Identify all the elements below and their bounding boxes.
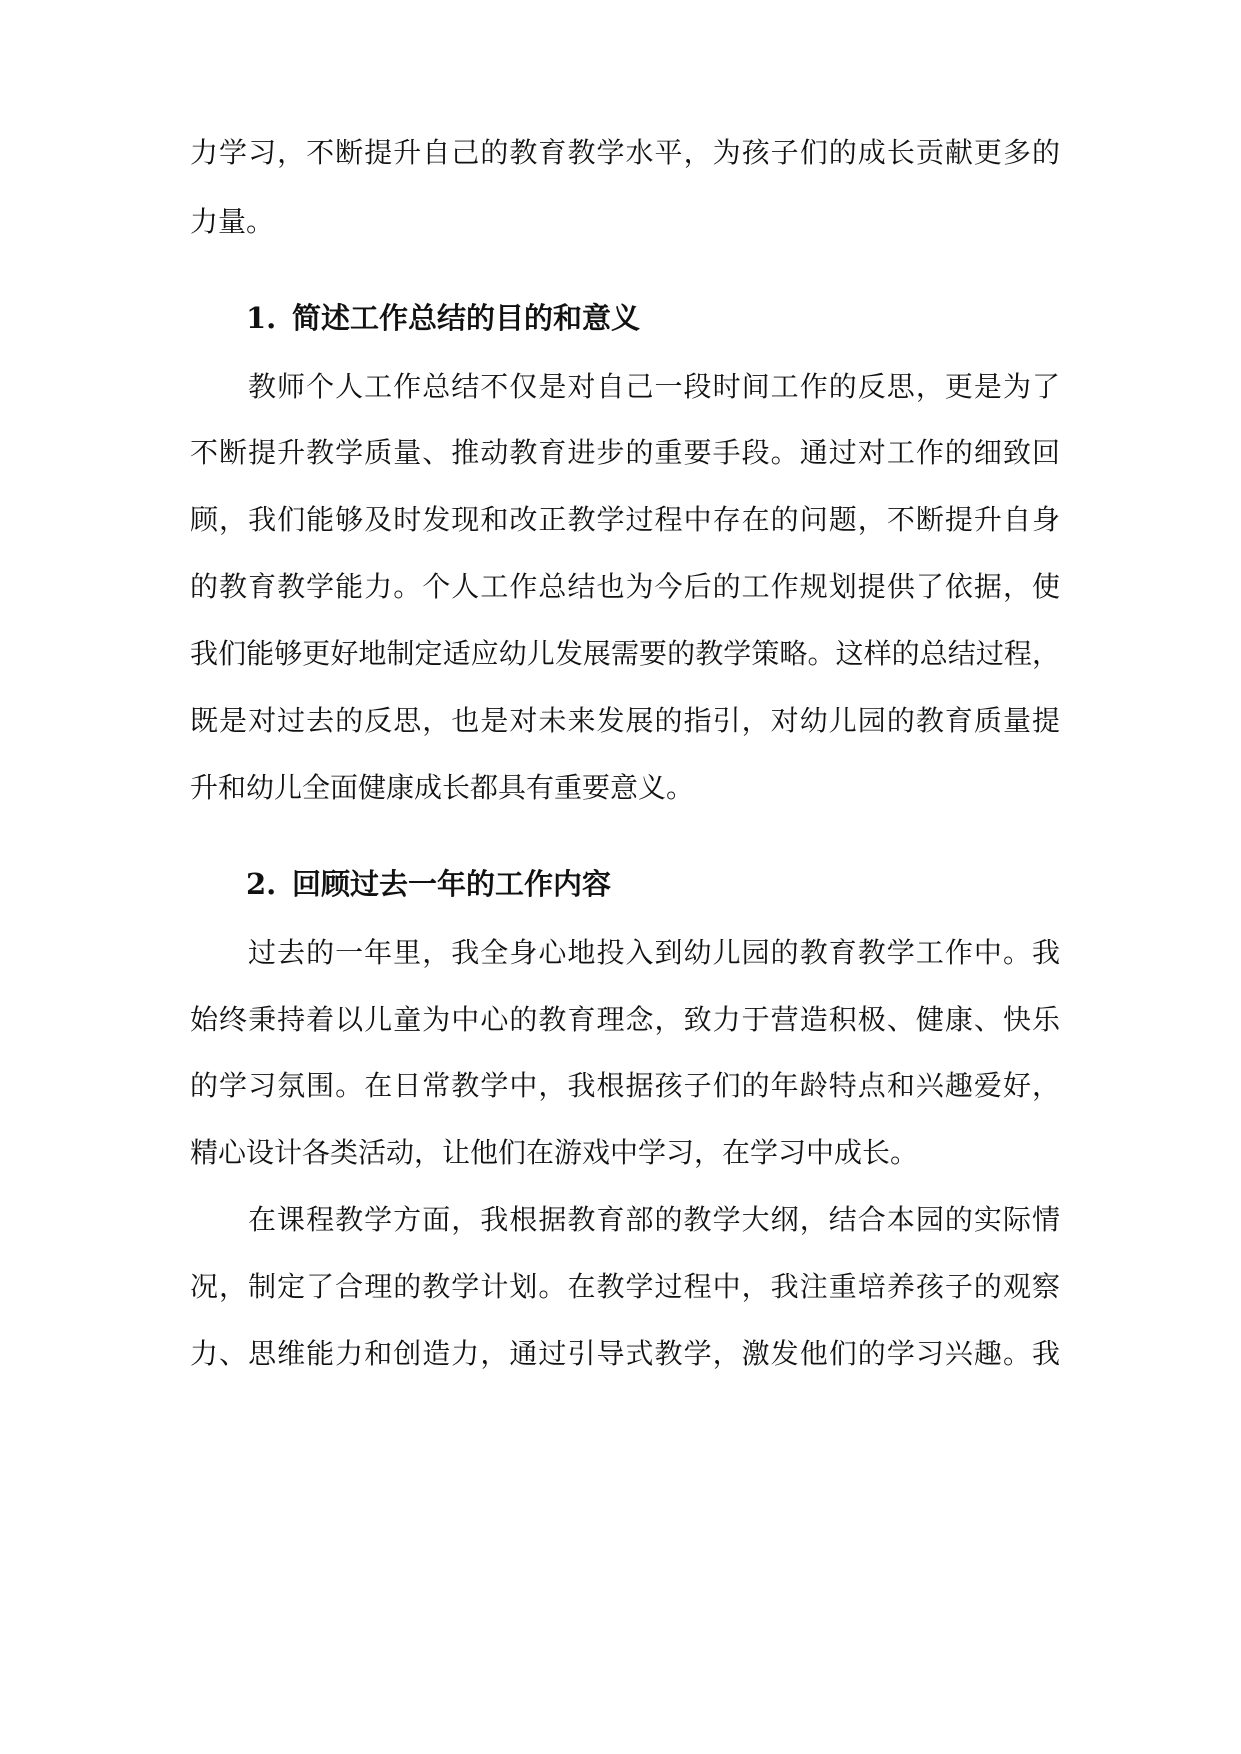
section-1-title: 简述工作总结的目的和意义 (292, 301, 641, 335)
section-2-para-1-line-1: 过去的一年里，我全身心地投入到幼儿园的教育教学工作中。我 (248, 936, 1060, 969)
section-1-number: 1. (246, 301, 277, 335)
section-2-para-1-line-3: 的学习氛围。在日常教学中，我根据孩子们的年龄特点和兴趣爱好， (190, 1069, 1060, 1102)
section-2-para-2-line-1: 在课程教学方面，我根据教育部的教学大纲，结合本园的实际情 (248, 1203, 1060, 1236)
section-1-line-6: 既是对过去的反思，也是对未来发展的指引，对幼儿园的教育质量提 (190, 704, 1060, 737)
section-2-para-1-line-2: 始终秉持着以儿童为中心的教育理念，致力于营造积极、健康、快乐 (190, 1003, 1060, 1036)
section-2-number: 2. (246, 867, 277, 901)
section-1-line-2: 不断提升教学质量、推动教育进步的重要手段。通过对工作的细致回 (190, 436, 1060, 469)
section-2-para-1-line-4: 精心设计各类活动，让他们在游戏中学习，在学习中成长。 (190, 1136, 919, 1169)
section-1-heading (246, 298, 640, 338)
section-2-title: 回顾过去一年的工作内容 (292, 867, 612, 901)
section-1-line-4: 的教育教学能力。个人工作总结也为今后的工作规划提供了依据，使 (190, 570, 1060, 603)
section-1-line-3: 顾，我们能够及时发现和改正教学过程中存在的问题，不断提升自身 (190, 503, 1060, 536)
section-1-line-7: 升和幼儿全面健康成长都具有重要意义。 (190, 771, 695, 804)
section-2-para-2-line-3: 力、思维能力和创造力，通过引导式教学，激发他们的学习兴趣。我 (190, 1337, 1060, 1370)
intro-line-1: 力学习，不断提升自己的教育教学水平，为孩子们的成长贡献更多的 (190, 136, 1060, 169)
section-2-heading (246, 864, 611, 904)
intro-line-2: 力量。 (190, 205, 275, 238)
section-1-line-1: 教师个人工作总结不仅是对自己一段时间工作的反思，更是为了 (248, 370, 1060, 403)
section-1-line-5: 我们能够更好地制定适应幼儿发展需要的教学策略。这样的总结过程， (190, 637, 1060, 670)
section-2-para-2-line-2: 况，制定了合理的教学计划。在教学过程中，我注重培养孩子的观察 (190, 1270, 1060, 1303)
